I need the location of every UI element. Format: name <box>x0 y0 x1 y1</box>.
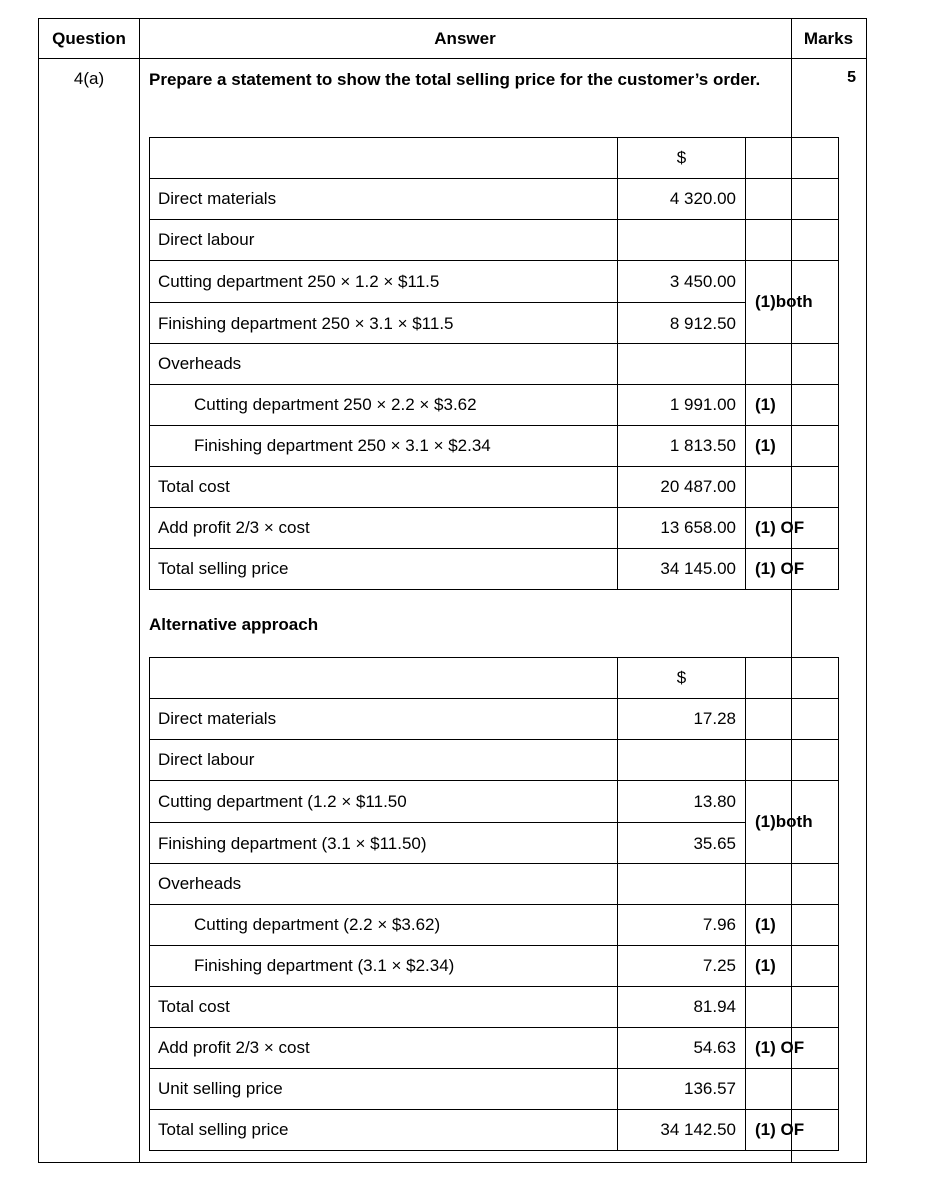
row-amount: 7.25 <box>618 946 746 987</box>
row-label: Total cost <box>150 467 618 508</box>
row-amount: 136.57 <box>618 1069 746 1110</box>
row-label: Total selling price <box>150 1110 618 1151</box>
table-row <box>150 508 839 549</box>
currency-header: $ <box>618 138 746 179</box>
table-row <box>150 864 839 905</box>
row-label: Finishing department 250 × 3.1 × $11.5 <box>150 302 617 343</box>
row-mark <box>746 740 839 781</box>
marks-value: 5 <box>847 69 856 86</box>
row-mark: (1) OF <box>746 508 839 549</box>
row-amount: 13.80 <box>693 792 736 811</box>
row-amount: 13 658.00 <box>618 508 746 549</box>
alternative-statement-table <box>149 657 839 1151</box>
alternative-approach-title: Alternative approach <box>149 615 319 634</box>
row-amount: 81.94 <box>618 987 746 1028</box>
table-cell <box>746 658 839 699</box>
table-row <box>150 1069 839 1110</box>
table-row <box>150 1110 839 1151</box>
row-label: Overheads <box>150 864 618 905</box>
row-label: Add profit 2/3 × cost <box>150 1028 618 1069</box>
mark-scheme-frame <box>38 18 867 1163</box>
row-mark <box>746 344 839 385</box>
row-mark <box>746 179 839 220</box>
row-label: Direct labour <box>150 740 618 781</box>
split-labels <box>150 261 618 344</box>
split-labels <box>150 781 618 864</box>
table-row <box>150 179 839 220</box>
row-amount: 8 912.50 <box>618 302 745 343</box>
labour-mark: (1)both <box>746 261 839 344</box>
header-marks: Marks <box>803 29 854 48</box>
table-row <box>150 781 839 864</box>
table-cell <box>150 658 618 699</box>
row-mark: (1) <box>746 426 839 467</box>
row-label: Cutting department 250 × 1.2 × $11.5 <box>158 272 440 291</box>
row-amount: 1 813.50 <box>618 426 746 467</box>
row-mark <box>746 699 839 740</box>
table-row <box>150 699 839 740</box>
table-row <box>150 946 839 987</box>
question-number: 4(a) <box>73 69 105 88</box>
row-mark <box>746 864 839 905</box>
row-amount: 1 991.00 <box>618 385 746 426</box>
table-row <box>150 740 839 781</box>
row-mark <box>746 467 839 508</box>
table-row <box>150 905 839 946</box>
row-label: Total selling price <box>150 549 618 590</box>
row-amount <box>618 220 746 261</box>
row-mark: (1) OF <box>746 1110 839 1151</box>
table-row <box>150 344 839 385</box>
row-mark <box>746 220 839 261</box>
table-row <box>150 220 839 261</box>
header-question: Question <box>52 29 126 48</box>
labour-mark: (1)both <box>746 781 839 864</box>
row-label: Finishing department (3.1 × $11.50) <box>150 822 617 863</box>
row-label: Total cost <box>150 987 618 1028</box>
row-mark: (1) <box>746 905 839 946</box>
row-amount: 35.65 <box>618 822 745 863</box>
row-amount: 20 487.00 <box>618 467 746 508</box>
row-mark: (1) OF <box>746 1028 839 1069</box>
row-label: Cutting department (1.2 × $11.50 <box>158 792 407 811</box>
statement-table <box>149 137 839 590</box>
split-amounts <box>618 781 746 864</box>
row-amount: 54.63 <box>618 1028 746 1069</box>
row-label: Finishing department 250 × 3.1 × $2.34 <box>150 426 618 467</box>
row-amount: 7.96 <box>618 905 746 946</box>
column-divider <box>139 19 140 1162</box>
row-label: Direct materials <box>150 699 618 740</box>
table-cell <box>150 138 618 179</box>
row-label: Finishing department (3.1 × $2.34) <box>150 946 618 987</box>
table-row <box>150 1028 839 1069</box>
row-amount: 17.28 <box>618 699 746 740</box>
table-row <box>150 138 839 179</box>
row-amount: 4 320.00 <box>618 179 746 220</box>
row-amount <box>618 740 746 781</box>
row-mark: (1) <box>746 385 839 426</box>
row-mark: (1) OF <box>746 549 839 590</box>
currency-header: $ <box>618 658 746 699</box>
header-answer: Answer <box>434 29 496 48</box>
row-mark: (1) <box>746 946 839 987</box>
row-amount <box>618 344 746 385</box>
row-label: Add profit 2/3 × cost <box>150 508 618 549</box>
table-cell <box>746 138 839 179</box>
row-amount: 3 450.00 <box>669 272 736 291</box>
split-amounts <box>618 261 746 344</box>
table-row <box>150 467 839 508</box>
row-amount <box>618 864 746 905</box>
row-amount: 34 145.00 <box>618 549 746 590</box>
row-label: Direct labour <box>150 220 618 261</box>
row-mark <box>746 1069 839 1110</box>
table-row <box>150 426 839 467</box>
row-label: Direct materials <box>150 179 618 220</box>
row-label: Cutting department 250 × 2.2 × $3.62 <box>150 385 618 426</box>
table-row <box>150 987 839 1028</box>
row-label: Cutting department (2.2 × $3.62) <box>150 905 618 946</box>
table-row <box>150 658 839 699</box>
table-row <box>150 385 839 426</box>
question-prompt: Prepare a statement to show the total selling price for the customer’s order. <box>149 70 761 89</box>
row-label: Unit selling price <box>150 1069 618 1110</box>
table-row <box>150 549 839 590</box>
row-mark <box>746 987 839 1028</box>
row-amount: 34 142.50 <box>618 1110 746 1151</box>
row-label: Overheads <box>150 344 618 385</box>
table-row <box>150 261 839 344</box>
